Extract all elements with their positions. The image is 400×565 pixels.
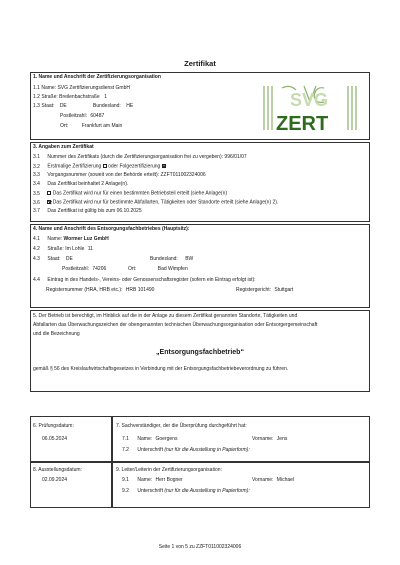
ort-label: Ort: [60,123,69,129]
expert-signature-label: Unterschrift [137,447,163,453]
expert-firstname [252,437,287,442]
register-court-value: Stuttgart [274,287,294,293]
waste-types-checkbox[interactable] [47,200,51,204]
cert-row-3-3 [33,173,206,178]
row-number: 4.3 [33,256,40,262]
expert-name-label: Name: [137,436,153,442]
attachments-text: Das Zertifikat beinhaltet 2 Anlage(n). [47,181,129,187]
row-number: 7.1 [122,436,129,442]
org-bundesland-value: HE [126,103,134,109]
org-name-value: SVG Zertifizierungsdienst GmbH [57,85,130,91]
head-firstname [252,478,294,483]
head-name-row [122,478,183,483]
row-number: 4.4 [33,277,40,283]
register-entry-text: Eintrag in des Handels-, Vereins- oder Genossenschaftsregister (sofern ein Eintrag erfolgt ist): [47,277,256,283]
org-bundesland [93,104,133,109]
expert-firstname-value: Jens [276,436,288,442]
ort-value: Frankfurt am Main [81,123,123,129]
expert-name-row [122,437,177,442]
org-postleitzahl [60,114,104,119]
issue-date-label: 8. Ausstellungsdatum: [33,467,82,473]
org-bundesland-label: Bundesland: [93,103,121,109]
cert-row-3-4 [33,182,128,187]
org-street-row [33,95,107,100]
postleitzahl-label: Postleitzahl: [60,113,87,119]
company-state-value: DE [65,256,73,262]
logo-zert-text: ZERT [276,113,329,135]
logo-graphic [258,80,362,136]
org-state-value: DE [59,103,67,109]
company-ort-value: Bad Wimpfen [157,266,188,272]
company-state-label: Staat: [47,256,61,262]
org-state-label: Staat: [41,103,55,109]
svg-zert-logo [258,80,362,136]
company-plz-value: 74206 [92,266,107,272]
cert-number-text: Nummer des Zertifikats (durch die Zertifizierungsorganisation frei zu vergeben): 996/01/07 [47,154,247,160]
org-street-number: 1 [104,94,107,100]
row-number: 3.2 [33,163,40,170]
postleitzahl-value: 60487 [90,113,105,119]
row-number: 4.2 [33,246,40,252]
company-street-row [33,247,93,252]
cert-row-3-6 [33,200,278,206]
company-name-value: Wormer Luz GmbH [63,236,109,242]
row-number: 4.1 [33,236,40,242]
expert-signature-note: (nur für die Ausstellung in Papierform): [164,447,250,453]
cert-row-3-7 [33,209,142,214]
register-entry-row [33,278,256,283]
first-cert-text: Erstmalige Zertifizierung [47,163,102,170]
company-bundesland-value: BW [185,256,194,262]
cert-row-3-1 [33,155,247,160]
row-number: 3.5 [33,190,40,197]
business-part-text: Das Zertifikat wird nur für einen bestimmten Betriebsteil erteilt (siehe Anlage(n) [52,190,228,197]
authorization-line-3: und die Bezeichnung [33,331,80,337]
expert-heading: 7. Sachverständiger, der die Überprüfung durchgeführt hat: [116,423,247,429]
page-footer: Seite 1 von 5 zu ZZFT011002324006 [158,544,242,550]
head-signature-label: Unterschrift [137,488,163,494]
company-ort-label: Ort: [128,266,137,272]
org-ort [60,124,122,129]
head-firstname-value: Michael [276,477,295,483]
company-plz-label: Postleitzahl: [62,266,89,272]
org-street-label: Straße: [41,94,58,100]
company-name-label: Name: [47,236,63,242]
section-4-heading: 4. Name und Anschrift des Entsorgungsfachbetriebes (Hauptsitz): [33,226,190,232]
authorization-line-1: 5. Der Betrieb ist berechtigt, im Hinblick auf die in der Anlage zu diesem Zertifikat genannten Standorte, Tätigkeiten und [33,313,298,319]
expert-firstname-label: Vorname: [252,436,274,442]
company-bundesland [150,257,193,262]
org-state-row [33,104,67,109]
head-name-label: Name: [137,477,153,483]
register-number-value: HRB 101490 [125,287,155,293]
row-number: 3.4 [33,181,40,187]
cert-row-3-5 [33,191,227,197]
row-number: 9.1 [122,477,129,483]
row-number: 1.2 [33,94,40,100]
org-street-value: Breilenbachstraße [59,94,100,100]
authorization-line-2: Abfallarten das Überwachungszeichen der obengenannten technischen Überwachungsorganisation oder Entsorgergemeinschaft [33,322,318,328]
certificate-title: Zertifikat [184,59,216,68]
company-state-row [33,257,73,262]
company-plz [62,267,106,272]
row-number: 3.6 [33,199,40,206]
row-number: 1.1 [33,85,40,91]
waste-types-text: Das Zertifikat wird nur für bestimmte Abfallarten, Tätigkeiten oder Standorte erteilt (siehe Anlage(n) 2). [52,199,279,206]
section-3-heading: 3. Angaben zum Zertifikat [33,144,94,150]
cert-row-3-2 [33,164,166,170]
entsorgungsfachbetrieb-title: „Entsorgungsfachbetrieb“ [156,349,244,356]
expert-name-value: Goergens [155,436,178,442]
head-firstname-label: Vorname: [252,477,274,483]
register-number-label: Registernummer (HRA, HRB etc.): [46,287,123,293]
row-number: 3.1 [33,154,40,160]
expert-signature-row [122,448,250,453]
row-number: 3.3 [33,172,40,178]
head-signature-note: (nur für die Ausstellung in Papierform): [164,488,250,494]
org-name-label: Name: [41,85,57,91]
business-part-checkbox[interactable] [47,191,51,195]
follow-cert-checkbox[interactable] [162,164,166,168]
head-heading: 9. Leiter/Leiterin der Zertifizierungsorganisation: [116,467,222,473]
head-signature-row [122,489,250,494]
company-name-row [33,237,109,242]
inspection-date-value: 06.05.2024 [42,436,68,442]
register-number-row [46,288,154,293]
company-street-value: Im Lohle [65,246,85,252]
company-bundesland-label: Bundesland: [150,256,178,262]
register-court [236,288,293,293]
row-number: 3.7 [33,208,40,214]
first-cert-checkbox[interactable] [103,164,107,168]
process-number-text: Vorgangsnummer (soweit von der Behörde erteilt): ZZFT011002324006 [47,172,206,178]
follow-cert-text: oder Folgezertifizierung [108,163,161,170]
company-street-label: Straße: [47,246,64,252]
org-name-row [33,86,130,91]
company-ort [128,267,188,272]
row-number: 1.3 [33,103,40,109]
company-street-number: 11 [87,246,93,252]
issue-date-value: 02.09.2024 [42,477,68,483]
logo-mark-text: SVG [290,90,329,110]
row-number: 7.2 [122,447,129,453]
row-number: 9.2 [122,488,129,494]
head-name-value: Herr Bogner [155,477,183,483]
validity-text: Das Zertifikat ist gültig bis zum 06.10.2025 [47,208,142,214]
section-1-heading: 1. Name und Anschrift der Zertifizierungsorganisation [33,74,161,80]
inspection-date-label: 6. Prüfungsdatum: [33,423,74,429]
register-court-label: Registergericht: [236,287,272,293]
authorization-line-4: gemäß § 56 des Kreislaufwirtschaftsgesetzes in Verbindung mit der Entsorgungsfachbetriebeverordnung zu führen. [33,366,289,372]
